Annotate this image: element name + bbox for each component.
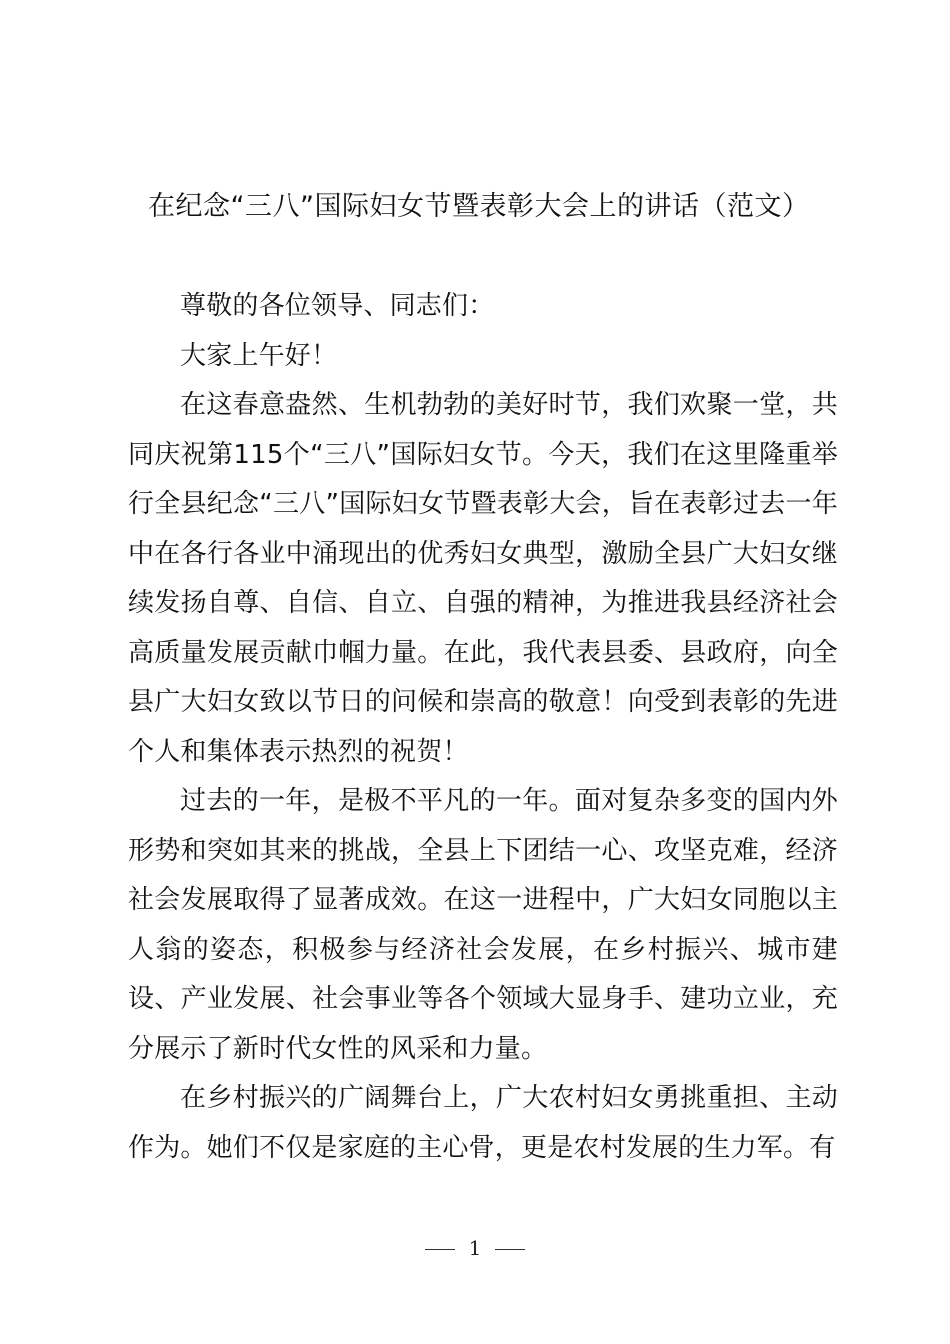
greeting-paragraph: 大家上午好！: [180, 340, 338, 371]
footer-dash-right: [495, 1249, 525, 1250]
page-footer: [0, 1236, 950, 1260]
page-number: 1: [468, 1236, 482, 1260]
body-paragraph: 在乡村振兴的广阔舞台上，广大农村妇女勇挑重担、主动作为。她们不仅是家庭的主心骨，更是农村发展的生力军。有: [128, 1083, 838, 1163]
footer-dash-left: [425, 1249, 455, 1250]
salutation-paragraph: 尊敬的各位领导、同志们：: [180, 291, 495, 321]
document-body: [128, 282, 838, 1173]
body-paragraph: 在这春意盎然、生机勃勃的美好时节，我们欢聚一堂，共同庆祝第115个“三八”国际妇女节。今天，我们在这里隆重举行全县纪念“三八”国际妇女节暨表彰大会，旨在表彰过去一年中在各行各业中涌现出的优秀妇女典型，激励全县广大妇女继续发扬自尊、自信、自立、自强的精神，为推进我县经济社会高质量发展贡献巾帼力量。在此，我代表县委、县政府，向全县广大妇女致以节日的问候和崇高的敬意！向受到表彰的先进个人和集体表示热烈的祝贺！: [128, 390, 838, 767]
document-title: 在纪念“三八”国际妇女节暨表彰大会上的讲话（范文）: [148, 191, 810, 222]
body-paragraph: 过去的一年，是极不平凡的一年。面对复杂多变的国内外形势和突如其来的挑战，全县上下团结一心、攻坚克难，经济社会发展取得了显著成效。在这一进程中，广大妇女同胞以主人翁的姿态，积极参与经济社会发展，在乡村振兴、城市建设、产业发展、社会事业等各个领域大显身手、建功立业，充分展示了新时代女性的风采和力量。: [128, 786, 838, 1064]
